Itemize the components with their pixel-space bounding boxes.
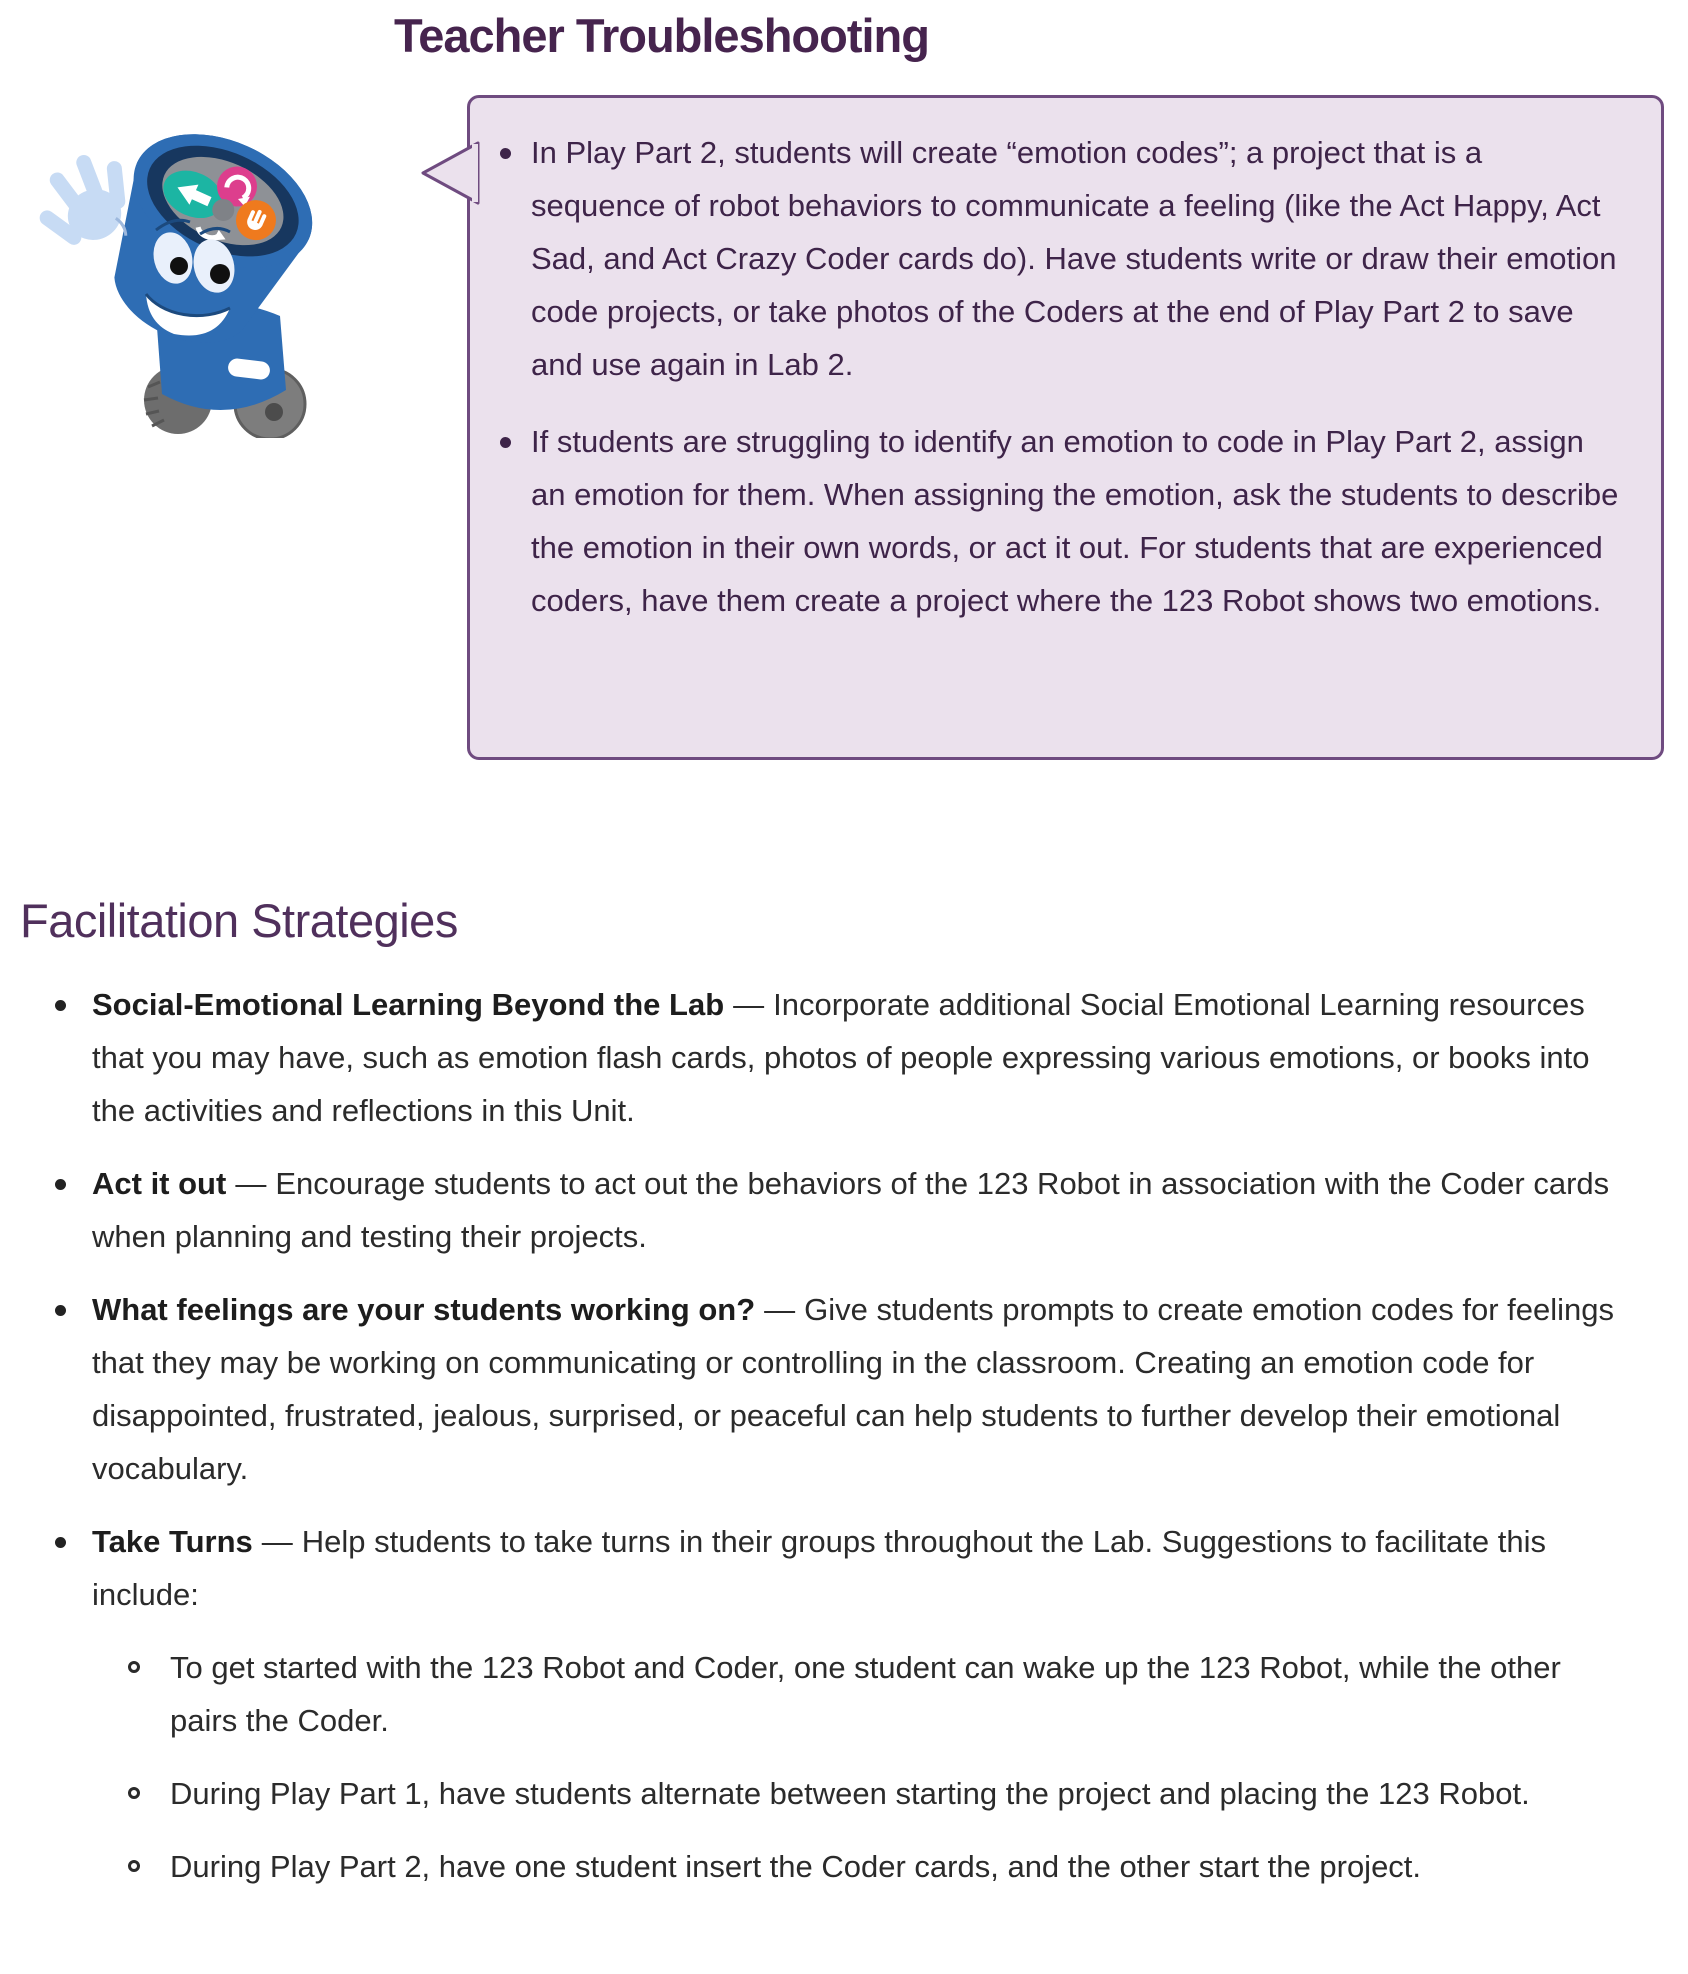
strategy-description: Incorporate additional Social Emotional Learning resources that you may have, such as emotion flash cards, photos of people expressing various emotions, or books into the activities and reflections in this Unit. bbox=[92, 987, 1590, 1128]
sub-bullet-marker bbox=[128, 1840, 170, 1872]
strategy-text bbox=[92, 1283, 1633, 1495]
callout-bullet-item bbox=[500, 126, 1621, 391]
strategy-lead: What feelings are your students working on? bbox=[92, 1292, 756, 1327]
strategy-text bbox=[92, 1157, 1633, 1263]
speech-bubble-tail bbox=[416, 140, 478, 206]
sub-bullet-text: To get started with the 123 Robot and Coder, one student can wake up the 123 Robot, while the other pairs the Coder. bbox=[170, 1650, 1561, 1738]
section-heading-facilitation-strategies: Facilitation Strategies bbox=[20, 894, 458, 947]
facilitation-strategies-section bbox=[0, 893, 1688, 1893]
robot-mascot-illustration bbox=[28, 82, 344, 438]
strategies-list bbox=[0, 978, 1633, 1893]
sub-bullet-text: During Play Part 2, have one student insert the Coder cards, and the other start the project. bbox=[170, 1849, 1422, 1884]
em-dash: — bbox=[235, 1166, 267, 1201]
callout-bullet-list bbox=[500, 126, 1621, 627]
em-dash: — bbox=[764, 1292, 796, 1327]
callout-bullet-text: If students are struggling to identify an emotion to code in Play Part 2, assign an emotion for them. When assigning the emotion, ask the students to describe the emotion in their own words, or act it out. For students that are experienced coders, have them create a project where the 123 Robot shows two emotions. bbox=[531, 424, 1619, 618]
teacher-troubleshooting-callout bbox=[467, 95, 1664, 760]
strategy-description: Encourage students to act out the behaviors of the 123 Robot in association with the Coder cards when planning and testing their projects. bbox=[92, 1166, 1610, 1254]
callout-bullet-item bbox=[500, 415, 1621, 627]
sub-bullet-marker bbox=[128, 1641, 170, 1673]
strategy-item-take-turns bbox=[55, 1515, 1633, 1893]
sub-bullet-item bbox=[128, 1840, 1633, 1893]
sub-bullet-text: During Play Part 1, have students alternate between starting the project and placing the 123 Robot. bbox=[170, 1776, 1530, 1811]
strategy-item-act-it-out bbox=[55, 1157, 1633, 1263]
sub-bullet-marker bbox=[128, 1767, 170, 1799]
em-dash: — bbox=[261, 1524, 293, 1559]
sub-bullet-item bbox=[128, 1641, 1633, 1747]
bullet-marker bbox=[55, 978, 92, 1011]
bullet-marker bbox=[55, 1157, 92, 1190]
strategy-item-social-emotional-learning bbox=[55, 978, 1633, 1137]
strategy-description: Give students prompts to create emotion codes for feelings that they may be working on communicating or controlling in the classroom. Creating an emotion code for disappointed, frustrated, jealous, surprised, or peaceful can help students to further develop their emotional vocabulary. bbox=[92, 1292, 1614, 1486]
bullet-marker bbox=[500, 415, 531, 448]
callout-bullet-text: In Play Part 2, students will create “emotion codes”; a project that is a sequence of robot behaviors to communicate a feeling (like the Act Happy, Act Sad, and Act Crazy Coder cards do). Have students write or draw their emotion code projects, or take photos of the Coders at the end of Play Part 2 to save and use again in Lab 2. bbox=[531, 135, 1617, 382]
strategy-description: Help students to take turns in their groups throughout the Lab. Suggestions to facilitate this include: bbox=[92, 1524, 1547, 1612]
sub-bullet-item bbox=[128, 1767, 1633, 1820]
strategy-lead: Act it out bbox=[92, 1166, 227, 1201]
strategy-text bbox=[92, 1515, 1633, 1893]
strategy-lead: Take Turns bbox=[92, 1524, 253, 1559]
bullet-marker bbox=[500, 126, 531, 159]
em-dash: — bbox=[733, 987, 765, 1022]
header bbox=[0, 0, 1688, 858]
strategy-item-what-feelings bbox=[55, 1283, 1633, 1495]
page-title: Teacher Troubleshooting bbox=[394, 9, 929, 62]
bullet-marker bbox=[55, 1515, 92, 1548]
strategy-lead: Social-Emotional Learning Beyond the Lab bbox=[92, 987, 725, 1022]
take-turns-sub-list bbox=[92, 1641, 1633, 1893]
bullet-marker bbox=[55, 1283, 92, 1316]
strategy-text bbox=[92, 978, 1633, 1137]
